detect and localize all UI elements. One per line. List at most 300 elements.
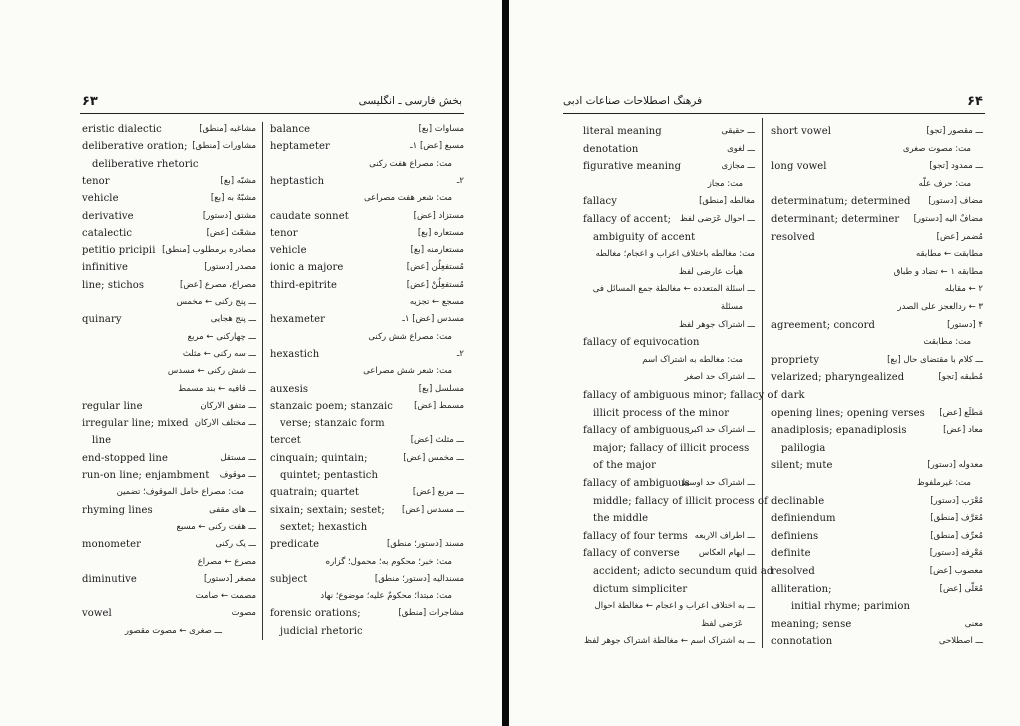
persian-term: مسلسل [بع] xyxy=(418,383,464,394)
dictionary-entry xyxy=(270,520,464,535)
dictionary-entry xyxy=(771,265,983,280)
english-term: sextet; hexastich xyxy=(280,521,368,533)
english-term: palilogia xyxy=(781,442,826,454)
dictionary-entry xyxy=(82,157,256,172)
persian-term: ـــ های مقفی xyxy=(209,504,256,515)
dictionary-entry xyxy=(771,388,983,403)
english-term: short vowel xyxy=(771,126,832,137)
right-page-header xyxy=(563,94,983,110)
dictionary-entry xyxy=(82,209,256,224)
persian-term: مت: حرف علّه xyxy=(918,178,971,189)
english-term: initial rhyme; parimion xyxy=(791,601,910,613)
column-divider xyxy=(262,122,263,640)
dictionary-entry xyxy=(583,194,755,209)
english-term: alliteration; xyxy=(771,583,832,595)
dictionary-entry xyxy=(771,441,983,456)
persian-term: مت: مجاز xyxy=(707,178,743,189)
english-term: deliberative rhetoric xyxy=(92,158,199,170)
persian-term: مطابقه ۱ ← تضاد و طباق xyxy=(893,266,983,277)
english-term: tercet xyxy=(270,435,301,447)
dictionary-entry xyxy=(270,433,464,448)
persian-term: مسبع [عض] ۱ـ xyxy=(410,141,464,152)
dictionary-entry xyxy=(270,122,464,137)
dictionary-entry xyxy=(771,282,983,297)
persian-term: ـــ چهارکنی ← مربع xyxy=(187,331,256,342)
persian-term: مت: مغالطه باختلاف اعراب و اعجام؛ مغالطه xyxy=(595,249,755,260)
dictionary-entry xyxy=(583,599,755,614)
persian-term: مشبّه [بع] xyxy=(220,175,256,186)
persian-term: مضاف [دستور] xyxy=(928,196,983,207)
dictionary-entry xyxy=(583,159,755,174)
dictionary-entry xyxy=(270,399,464,414)
persian-term: ـــ هفت رکنی ← مسبع xyxy=(176,521,256,532)
left-page-header xyxy=(82,94,462,110)
persian-term: مُستفعِلُنْ [عض] xyxy=(406,279,464,290)
persian-term: مَطلَع [عض] xyxy=(939,407,983,418)
dictionary-entry xyxy=(82,451,256,466)
dictionary-entry xyxy=(771,406,983,421)
persian-term: ۲ ← مقابله xyxy=(944,284,983,295)
left-page xyxy=(0,0,502,726)
english-term: regular line xyxy=(82,400,143,412)
persian-term: مُعرِّف [منطق] xyxy=(930,530,983,541)
header-rule xyxy=(80,113,464,114)
running-title: فرهنگ اصطلاحات صناعات ادبی xyxy=(563,95,703,107)
persian-term: مشاجرات [منطق] xyxy=(398,608,464,619)
persian-term: مستعارمنه [بع] xyxy=(410,245,464,256)
english-term: caudate sonnet xyxy=(270,210,349,222)
dictionary-entry xyxy=(82,606,256,621)
persian-term: مغالطه [منطق] xyxy=(699,196,755,207)
dictionary-entry xyxy=(583,300,755,315)
dictionary-entry xyxy=(82,364,256,379)
persian-term: ـــ مستقل xyxy=(220,452,256,463)
dictionary-entry xyxy=(771,159,983,174)
persian-term: ـــ قافیه ← بند مسمط xyxy=(178,383,256,394)
english-term: connotation xyxy=(771,636,833,648)
persian-term: معاد [عض] xyxy=(943,425,983,436)
english-term: hexastich xyxy=(270,348,320,360)
persian-term: ـــ اشتراک حد اوسط xyxy=(681,478,755,488)
dictionary-entry xyxy=(82,416,256,431)
persian-term: ـــ پنج هجایی xyxy=(210,314,256,325)
dictionary-entry xyxy=(771,124,983,139)
english-term: balance xyxy=(270,124,311,135)
persian-term: ـــ ایهام العکاس xyxy=(698,548,755,559)
dictionary-entry xyxy=(270,624,464,639)
dictionary-entry xyxy=(771,476,983,491)
persian-term: مَعْرِفه [دستور] xyxy=(929,548,983,559)
english-term: dictum simpliciter xyxy=(593,583,688,595)
persian-term: ۴ [دستور] xyxy=(947,319,983,330)
dictionary-entry xyxy=(583,511,755,526)
dictionary-entry xyxy=(82,191,256,206)
persian-term: ـــ اشتراک حد اصغر xyxy=(684,372,755,383)
dictionary-entry xyxy=(771,318,983,333)
persian-term: مُطبقه [تجو] xyxy=(938,372,983,383)
dictionary-entry xyxy=(82,295,256,310)
dictionary-entry xyxy=(82,226,256,241)
english-term: determinant; determiner xyxy=(771,214,900,225)
dictionary-entry xyxy=(771,247,983,262)
dictionary-entry xyxy=(270,295,464,310)
english-term: quatrain; quartet xyxy=(270,487,359,499)
english-term: heptastich xyxy=(270,175,325,187)
dictionary-entry xyxy=(82,468,256,483)
persian-term: مُضمر [عض] xyxy=(936,231,983,242)
dictionary-entry xyxy=(270,330,464,345)
dictionary-entry xyxy=(270,260,464,275)
dictionary-entry xyxy=(82,139,256,154)
persian-term: معصوب [عض] xyxy=(929,566,983,576)
persian-term: مسئلة xyxy=(720,302,743,312)
english-term: meaning; sense xyxy=(771,618,852,630)
english-term: subject xyxy=(270,573,308,585)
dictionary-entry xyxy=(771,494,983,509)
english-term: determinatum; determined xyxy=(771,196,911,208)
persian-term: مصغر [دستور] xyxy=(203,573,256,584)
english-term: agreement; concord xyxy=(771,319,876,331)
english-term: monometer xyxy=(82,539,141,551)
persian-term: مشعّث [عض] xyxy=(206,227,256,238)
dictionary-entry xyxy=(270,364,464,379)
dictionary-entry xyxy=(82,382,256,397)
persian-term: معدوله [دستور] xyxy=(927,460,983,471)
persian-term: مُعَلّی [عض] xyxy=(939,583,983,594)
english-term: resolved xyxy=(771,566,815,577)
page-gutter xyxy=(502,0,509,726)
persian-term: ـــ مقصور [تجو] xyxy=(926,126,983,136)
english-term: petitio pricipii xyxy=(82,245,156,257)
persian-term: مت: شعر هفت مصراعی xyxy=(363,193,452,204)
dictionary-entry xyxy=(583,124,755,139)
dictionary-entry xyxy=(771,353,983,368)
english-term: fallacy xyxy=(583,196,617,208)
dictionary-entry xyxy=(82,572,256,587)
dictionary-entry xyxy=(270,243,464,258)
dictionary-entry xyxy=(82,122,256,137)
dictionary-entry xyxy=(82,537,256,552)
dictionary-entry xyxy=(583,617,755,632)
english-term: of the major xyxy=(593,460,657,472)
persian-term: مطابقت ← مطابقه xyxy=(916,249,983,260)
dictionary-entry xyxy=(583,370,755,385)
dictionary-entry xyxy=(771,300,983,315)
english-term: the middle xyxy=(593,513,649,525)
persian-term: مساوات [بع] xyxy=(418,124,464,134)
dictionary-entry xyxy=(82,243,256,258)
header-rule xyxy=(563,113,985,114)
running-title: بخش فارسی ـ انگلیسی xyxy=(358,95,462,107)
english-term: accident; adicto secundum quid ad xyxy=(593,566,774,577)
dictionary-entry xyxy=(771,546,983,561)
dictionary-entry xyxy=(771,212,983,227)
dictionary-entry xyxy=(82,399,256,414)
dictionary-entry xyxy=(270,157,464,172)
persian-term: ـــ صغری ← مصوت مقصور xyxy=(124,625,222,636)
english-term: eristic dialectic xyxy=(82,124,162,135)
dictionary-entry xyxy=(583,546,755,561)
dictionary-entry xyxy=(583,318,755,333)
english-term: third-epitrite xyxy=(270,279,338,291)
persian-term: ـــ اصطلاحی xyxy=(938,636,983,647)
english-term: derivative xyxy=(82,210,134,222)
dictionary-entry xyxy=(270,589,464,604)
persian-term: ـــ مثلث [عض] xyxy=(410,435,464,446)
persian-term: ـــ اسئلة المتعدده ← مغالطة جمع المسائل فی xyxy=(592,284,755,295)
english-term: fallacy of converse xyxy=(583,548,680,560)
english-term: literal meaning xyxy=(583,126,662,137)
persian-term: ـــ شش رکنی ← مسدس xyxy=(167,366,256,377)
dictionary-entry xyxy=(270,503,464,518)
english-term: infinitive xyxy=(82,262,128,274)
dictionary-entry xyxy=(82,433,256,448)
dictionary-entry xyxy=(82,503,256,518)
dictionary-entry xyxy=(583,476,755,491)
persian-term: مستزاد [عض] xyxy=(413,210,464,221)
english-term: major; fallacy of illicit process xyxy=(593,442,750,454)
dictionary-entry xyxy=(82,347,256,362)
persian-term: ـــ مختلف الارکان xyxy=(194,418,256,429)
english-term: dark xyxy=(781,390,805,401)
dictionary-entry xyxy=(270,451,464,466)
dictionary-entry xyxy=(270,606,464,621)
dictionary-entry xyxy=(270,174,464,189)
dictionary-entry xyxy=(771,634,983,649)
dictionary-entry xyxy=(82,174,256,189)
dictionary-entry xyxy=(583,388,778,403)
persian-term: ـــ سه رکنی ← مثلث xyxy=(182,348,256,359)
persian-term: مصراع، مصرع [عض] xyxy=(180,279,256,290)
english-term: denotation xyxy=(583,143,639,155)
dictionary-entry xyxy=(583,282,755,297)
english-term: rhyming lines xyxy=(82,504,153,516)
dictionary-entry xyxy=(270,191,464,206)
english-term: diminutive xyxy=(82,573,137,585)
english-term: verse; stanzaic form xyxy=(280,418,385,430)
persian-term: مت: مصراع هفت رکنی xyxy=(369,158,452,169)
persian-term: ـــ پنج رکنی ← مخمس xyxy=(176,297,256,307)
dictionary-entry xyxy=(771,194,983,209)
dictionary-entry xyxy=(82,312,256,327)
dictionary-entry xyxy=(583,441,755,456)
page-number: ۶۳ xyxy=(82,94,98,109)
persian-term: مت: مغالطه به اشتراک اسم xyxy=(642,354,743,365)
english-term: long vowel xyxy=(771,161,827,173)
dictionary-entry xyxy=(82,485,256,500)
dictionary-entry xyxy=(583,582,755,597)
dictionary-entry xyxy=(771,458,983,473)
dictionary-entry xyxy=(771,177,983,192)
persian-term: ـــ موقوف xyxy=(219,470,256,480)
english-term: ionic a majore xyxy=(270,262,344,274)
english-term: fallacy of ambiguous xyxy=(583,425,690,437)
english-term: heptameter xyxy=(270,141,330,153)
persian-term: ـــ مربع [عض] xyxy=(412,487,464,498)
persian-term: مسجع ← تجزیه xyxy=(409,297,464,307)
persian-term: هیأت عارضی لفظ xyxy=(678,266,743,277)
english-term: stanzaic poem; stanzaic xyxy=(270,400,394,412)
dictionary-entry xyxy=(583,230,755,245)
dictionary-entry xyxy=(583,177,755,192)
persian-term: ـــ اطراف الاربعه xyxy=(694,530,755,541)
english-term: vowel xyxy=(82,608,112,620)
english-term: illicit process of the minor xyxy=(593,407,730,419)
dictionary-entry xyxy=(270,468,464,483)
english-term: middle; fallacy of illicit process of xyxy=(593,495,768,507)
english-term: forensic orations; xyxy=(270,608,361,620)
persian-term: ـــ مجازی xyxy=(721,161,755,172)
persian-term: ـــ کلام با مقتضای حال [بع] xyxy=(887,354,983,365)
dictionary-entry xyxy=(270,226,464,241)
dictionary-entry xyxy=(82,589,256,604)
dictionary-entry xyxy=(82,330,256,345)
dictionary-entry xyxy=(771,230,983,245)
dictionary-entry xyxy=(270,347,464,362)
dictionary-entry xyxy=(270,572,464,587)
dictionary-entry xyxy=(583,406,755,421)
dictionary-entry xyxy=(82,278,256,293)
persian-term: مت: مصوت صغری xyxy=(902,143,971,154)
persian-term: ـــ مسدس [عض] xyxy=(402,504,464,515)
dictionary-entry xyxy=(583,247,755,262)
english-term: quinary xyxy=(82,314,122,326)
persian-term: ـــ لغوی xyxy=(727,143,755,154)
english-term: velarized; pharyngealized xyxy=(771,372,905,384)
english-term: fallacy of equivocation xyxy=(583,337,700,349)
english-term: anadiplosis; epanadiplosis xyxy=(771,425,907,437)
dictionary-entry xyxy=(583,529,755,544)
dictionary-entry xyxy=(583,494,768,509)
persian-term: مُستفعِلُن [عض] xyxy=(406,262,464,273)
english-term: run-on line; enjambment xyxy=(82,470,210,481)
dictionary-entry xyxy=(583,634,755,649)
persian-term: ۳ ← ردالعجز علی الصدر xyxy=(897,302,983,312)
english-term: definiens xyxy=(771,530,819,542)
dictionary-entry xyxy=(583,142,755,157)
dictionary-entry xyxy=(270,555,464,570)
persian-term: مستعاره [بع] xyxy=(417,227,464,238)
page-number: ۶۴ xyxy=(967,94,983,109)
persian-term: ـــ اشتراک حد اکبر xyxy=(689,425,755,436)
dictionary-entry xyxy=(771,142,983,157)
persian-term: معنی xyxy=(964,618,983,629)
dictionary-entry xyxy=(771,617,983,632)
persian-term: مت: شعر شش مصراعی xyxy=(363,366,452,377)
english-term: definite xyxy=(771,548,811,560)
persian-term: ـــ ممدود [تجو] xyxy=(929,161,983,172)
persian-term: مت: غیرملفوظ xyxy=(916,478,971,488)
english-term: tenor xyxy=(270,227,298,239)
dictionary-entry xyxy=(82,260,256,275)
persian-term: عَرَضی لفظ xyxy=(701,618,743,629)
right-page xyxy=(509,0,1020,726)
english-term: resolved xyxy=(771,231,815,243)
persian-term: ـــ به اختلاف اعراب و اعجام ← مغالطة احوال xyxy=(594,601,755,612)
persian-term: مصرع ← مصراع xyxy=(197,556,256,567)
persian-term: مت: مبتدا؛ محکومٌ علیه؛ موضوع؛ نهاد xyxy=(320,591,452,602)
dictionary-entry xyxy=(270,312,464,327)
persian-term: مسندالیه [دستور؛ منطق] xyxy=(374,573,464,584)
persian-term: مت: مصراع حامل الموقوف؛ تضمین xyxy=(116,487,244,498)
dictionary-entry xyxy=(270,416,464,431)
dictionary-entry xyxy=(771,529,983,544)
english-term: figurative meaning xyxy=(583,161,682,173)
persian-term: مت: مصراع شش رکنی xyxy=(368,331,452,342)
english-term: predicate xyxy=(270,539,320,551)
dictionary-entry xyxy=(583,564,774,579)
persian-term: ـــ به اشتراک اسم ← مغالطة اشتراک جوهر لفظ xyxy=(584,636,755,647)
persian-term: ـــ احوال عَرَضی لفظ xyxy=(679,214,755,224)
persian-term: مصمت ← صامت xyxy=(195,591,256,602)
persian-term: ۲ـ xyxy=(456,348,464,359)
dictionary-entry xyxy=(270,382,464,397)
english-term: irregular line; mixed xyxy=(82,418,189,430)
persian-term: مسدس [عض] ۱ـ xyxy=(402,314,464,325)
dictionary-entry xyxy=(583,335,755,350)
english-term: vehicle xyxy=(270,245,307,257)
english-term: line; stichos xyxy=(82,279,145,291)
persian-term: مشاورات [منطق] xyxy=(192,141,256,152)
english-term: catalectic xyxy=(82,227,133,239)
persian-term: مصادره برمطلوب [منطق] xyxy=(162,245,256,256)
persian-term: مُعَرَّف [منطق] xyxy=(930,513,983,524)
english-term: opening lines; opening verses xyxy=(771,407,925,419)
dictionary-entry xyxy=(270,278,464,293)
dictionary-entry xyxy=(270,537,464,552)
english-term: declinable xyxy=(771,495,825,507)
persian-term: ـــ حقیقی xyxy=(721,126,755,136)
dictionary-entry xyxy=(270,485,464,500)
dictionary-entry xyxy=(771,423,983,438)
dictionary-entry xyxy=(583,423,755,438)
persian-term: ـــ اشتراک جوهر لفظ xyxy=(678,319,755,330)
dictionary-entry xyxy=(771,599,983,614)
dictionary-entry xyxy=(771,335,983,350)
persian-term: مصوت xyxy=(231,608,256,619)
persian-term: مشبّهٌ به [بع] xyxy=(210,193,256,204)
english-term: fallacy of accent; xyxy=(583,214,672,225)
persian-term: ۲ـ xyxy=(456,175,464,186)
dictionary-entry xyxy=(771,370,983,385)
dictionary-entry xyxy=(583,353,755,368)
english-term: fallacy of ambiguous minor; fallacy of xyxy=(583,390,778,401)
english-term: fallacy of four terms xyxy=(583,530,688,542)
persian-term: ـــ متفق الارکان xyxy=(200,400,256,411)
persian-term: مُعْرَب [دستور] xyxy=(930,495,983,506)
dictionary-entry xyxy=(771,511,983,526)
dictionary-entry xyxy=(270,139,464,154)
dictionary-entry xyxy=(583,458,755,473)
english-term: hexameter xyxy=(270,314,325,326)
dictionary-entry xyxy=(583,212,755,227)
english-term: sixain; sextain; sestet; xyxy=(270,504,385,516)
dictionary-entry xyxy=(771,582,983,597)
persian-term: مصدر [دستور] xyxy=(204,262,256,273)
dictionary-entry xyxy=(583,265,755,280)
persian-term: مشاغبه [منطق] xyxy=(199,124,256,134)
english-term: cinquain; quintain; xyxy=(270,452,368,464)
english-term: definiendum xyxy=(771,513,836,525)
english-term: quintet; pentastich xyxy=(280,470,379,481)
persian-term: مت: مطابقت xyxy=(923,337,971,348)
dictionary-entry xyxy=(82,624,256,639)
english-term: judicial rhetoric xyxy=(280,625,363,637)
english-term: line xyxy=(92,435,112,447)
english-term: ambiguity of accent xyxy=(593,231,696,243)
persian-term: مسمط [عض] xyxy=(414,400,464,411)
dictionary-entry xyxy=(270,209,464,224)
